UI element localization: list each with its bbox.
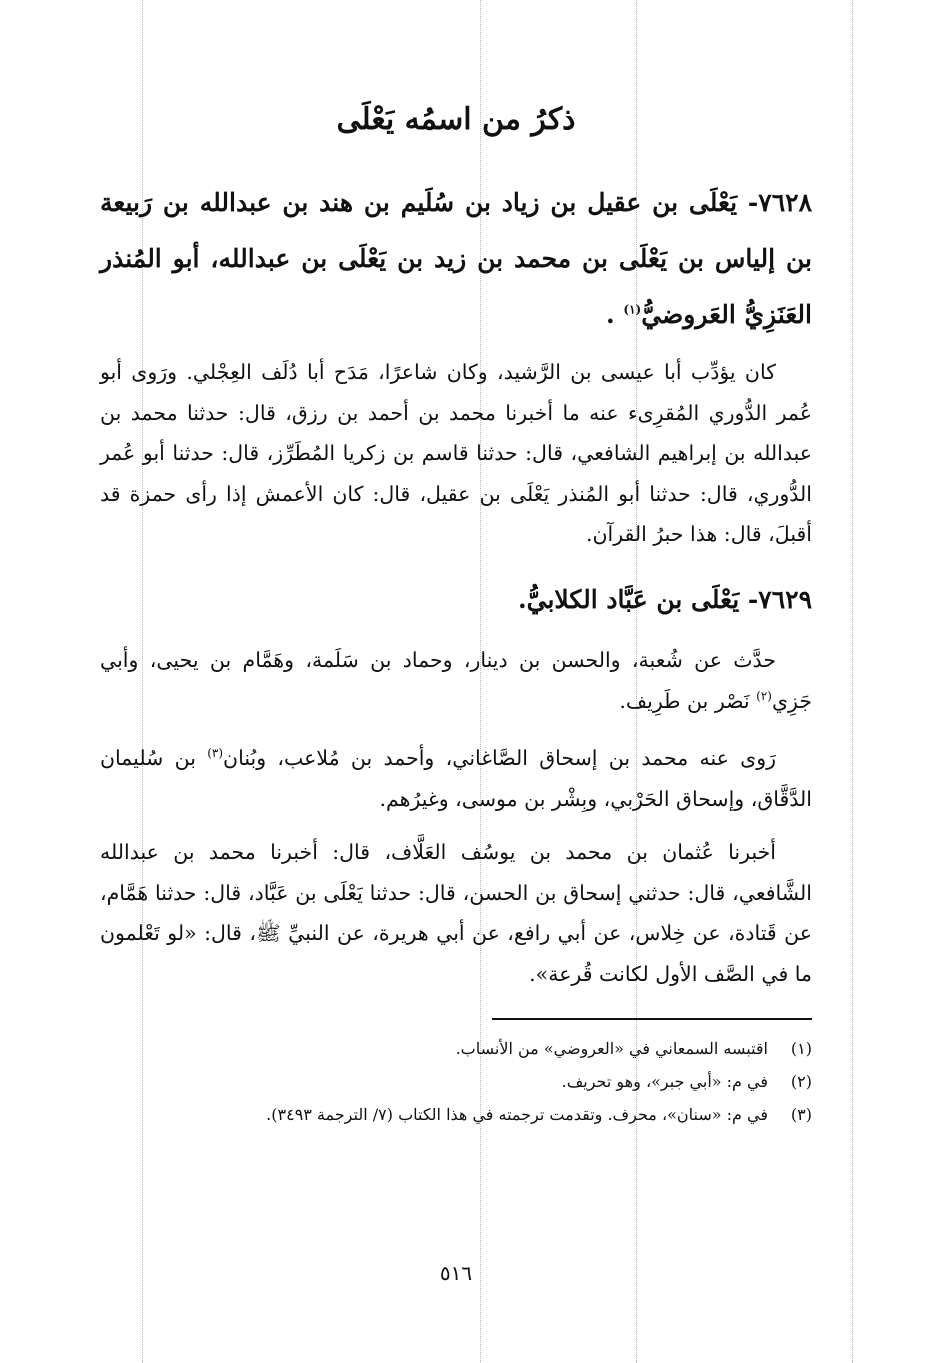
footnote-2: (٢)في م: «أبي جبر»، وهو تحريف. [561, 1072, 812, 1091]
paragraph-narrated-from [100, 640, 812, 721]
footnote-marker: (٢) [756, 688, 772, 703]
paragraph-text: نَصْر بن طَرِيف. [619, 688, 757, 713]
entry-number: ٧٦٢٨- [747, 188, 812, 217]
footnotes [100, 1032, 812, 1131]
page-number: ٥١٦ [439, 1261, 473, 1285]
entry-name: يَعْلَى بن عقيل بن زياد بن سُلَيم بن هند بن عبدالله بن رَبيعة بن إلياس بن يَعْلَى بن محمد بن زيد بن يَعْلَى بن عبدالله، أبو المُنذر العَنَزِيُّ العَروضيُّ [100, 188, 812, 329]
scan-artifact [852, 0, 853, 1363]
paragraph-text: بن سُليمان الدَّقَّاق، وإسحاق الحَرْبي، وبِشْر بن موسى، وغيرُهم. [100, 746, 812, 811]
footnote-1: (١)اقتبسه السمعاني في «العروضي» من الأنساب. [455, 1039, 812, 1058]
paragraph-text: أخبرنا عُثمان بن محمد بن يوسُف العَلَّاف، قال: أخبرنا محمد بن عبدالله الشَّافعي، قال: حدثني إسحاق بن الحسن، قال: حدثنا يَعْلَى بن عَبَّاد، قال: حدثنا هَمَّام، عن قَتادة، عن خِلاس، عن أبي رافع، عن أبي هريرة، عن النبيِّ ﷺ، قال: «لو تَعْلمون ما في الصَّف الأول لكانت قُرعة». [100, 840, 812, 986]
entry-7628-heading [100, 175, 812, 343]
paragraph-text: رَوى عنه محمد بن إسحاق الصَّاغاني، وأحمد بن مُلاعب، وبُنان [223, 746, 777, 770]
entry-number: ٧٦٢٩- [747, 585, 812, 614]
paragraph-narrated-by [100, 738, 812, 819]
footnote-3: (٣)في م: «سنان»، محرف. وتقدمت ترجمته في هذا الكتاب (٧/ الترجمة ٣٤٩٣). [266, 1105, 812, 1124]
footnote-separator [492, 1018, 812, 1020]
entry-7629-heading [100, 572, 812, 628]
entry-name: يَعْلَى بن عَبَّاد الكلابيُّ. [517, 585, 740, 614]
footnote-marker: (٣) [207, 746, 224, 761]
paragraph-text: كان يؤدِّب أبا عيسى بن الرَّشيد، وكان شاعرًا، مَدَح أبا دُلَف العِجْلي. ورَوى أبو عُمر الدُّوري المُقرِىء عنه ما أخبرنا محمد بن أحمد بن رزق، قال: حدثنا محمد بن عبدالله بن إبراهيم الشافعي، قال: حدثنا قاسم بن زكريا المُطَرِّز، قال: حدثنا أبو عُمر الدُّوري، قال: حدثنا أبو المُنذر يَعْلَى بن عقيل، قال: كان الأعمش إذا رأى حمزة قد أقبلَ، قال: هذا حبرُ القرآن. [100, 360, 812, 546]
paragraph-biography [100, 352, 812, 555]
entry-end: . [605, 300, 624, 329]
paragraph-text: حدَّث عن شُعبة، والحسن بن دينار، وحماد بن سَلَمة، وهَمَّام بن يحيى، وأبي جَزِي [100, 648, 812, 713]
section-heading: ذكرُ من اسمُه يَعْلَى [336, 102, 576, 137]
paragraph-hadith [100, 832, 812, 994]
footnote-marker: (١) [623, 302, 642, 317]
book-page [100, 0, 812, 1363]
